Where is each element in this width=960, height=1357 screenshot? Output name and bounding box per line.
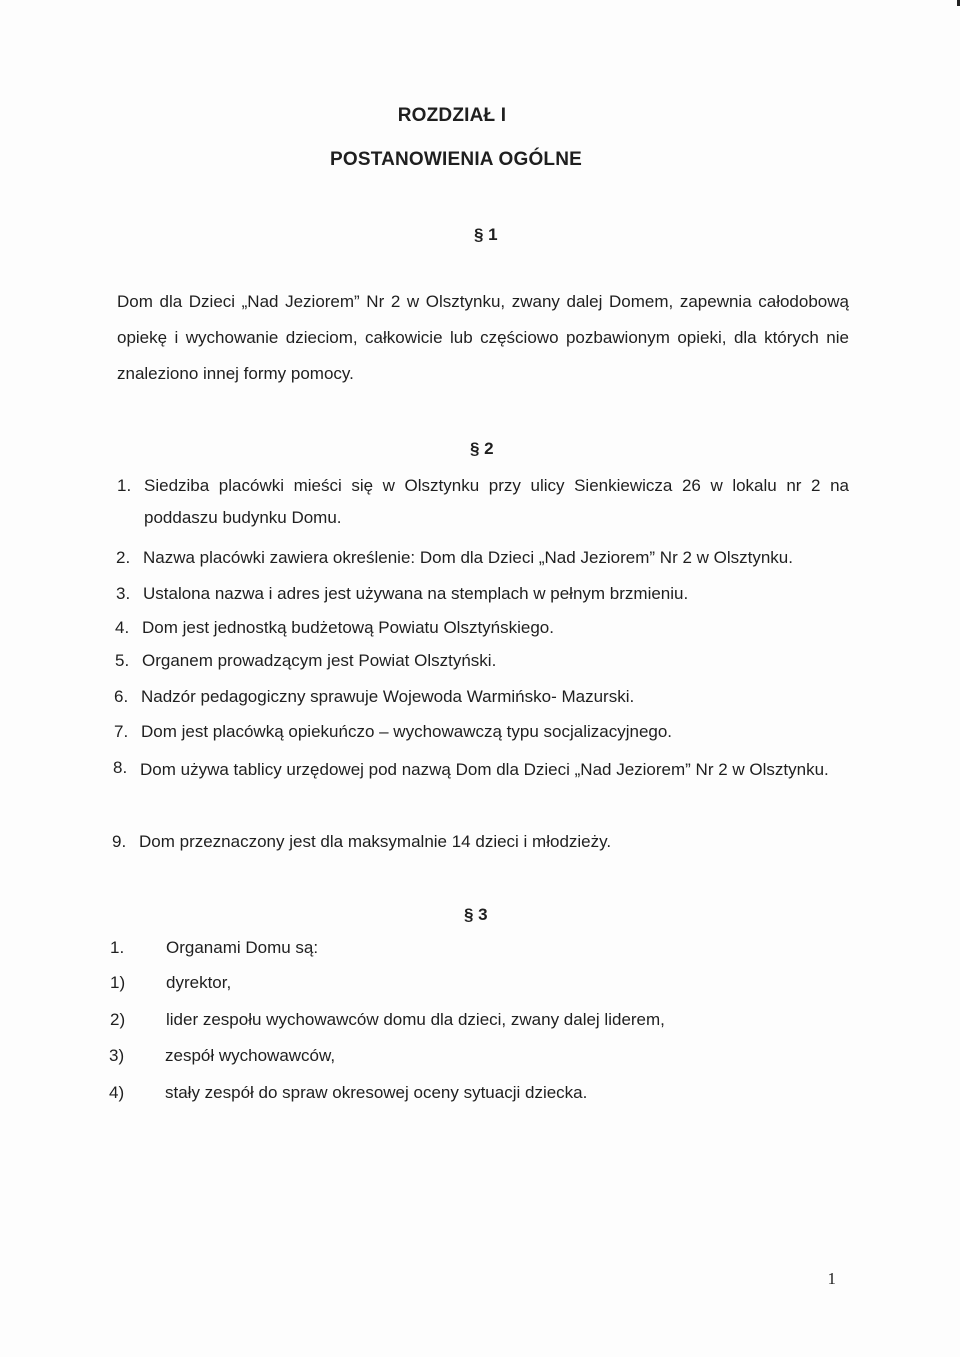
section-1-mark: § 1 [474, 225, 498, 244]
section-2-mark: § 2 [470, 439, 494, 458]
item-number: 8. [113, 758, 128, 777]
item-number: 3. [116, 584, 131, 603]
item-number: 7. [114, 722, 129, 741]
item-number: 1. [110, 938, 125, 957]
item-text: Nazwa placówki zawiera określenie: Dom dla Dzieci „Nad Jeziorem” Nr 2 w Olsztynku. [143, 548, 793, 567]
item-number: 4. [115, 618, 130, 637]
item-number: 2) [110, 1010, 126, 1029]
item-text: Nadzór pedagogiczny sprawuje Wojewoda Warmińsko- Mazurski. [141, 687, 635, 706]
section-1-paragraph: Dom dla Dzieci „Nad Jeziorem” Nr 2 w Olsztynku, zwany dalej Domem, zapewnia całodobową opiekę i wychowanie dzieciom, całkowicie lub częściowo pozbawionym opieki, dla których nie znaleziono innej formy pomocy. [117, 292, 849, 383]
page-number: 1 [827, 1269, 836, 1288]
section-2-item-1 [117, 470, 849, 534]
item-number: 9. [112, 832, 127, 851]
item-text: Organem prowadzącym jest Powiat Olsztyński. [142, 651, 497, 670]
item-text: zespół wychowawców, [165, 1046, 336, 1065]
item-text: lider zespołu wychowawców domu dla dzieci, zwany dalej liderem, [166, 1010, 665, 1029]
item-text: Dom używa tablicy urzędowej pod nazwą Dom dla Dzieci „Nad Jeziorem” Nr 2 w Olsztynku. [140, 760, 829, 779]
section-2-item-8 [113, 752, 845, 816]
chapter-subtitle: POSTANOWIENIA OGÓLNE [329, 149, 583, 170]
item-text: Dom przeznaczony jest dla maksymalnie 14 dzieci i młodzieży. [139, 832, 612, 851]
item-number: 1. [117, 476, 132, 495]
item-text: Siedziba placówki mieści się w Olsztynku przy ulicy Sienkiewicza 26 w lokalu nr 2 na poddaszu budynku Domu. [144, 476, 849, 527]
item-number: 3) [109, 1046, 125, 1065]
item-number: 1) [110, 973, 126, 992]
item-number: 5. [115, 651, 130, 670]
chapter-heading: ROZDZIAŁ I [397, 105, 507, 126]
item-number: 6. [114, 687, 129, 706]
item-text: Organami Domu są: [166, 938, 319, 957]
item-number: 4) [109, 1083, 125, 1102]
item-text: Dom jest jednostką budżetową Powiatu Olsztyńskiego. [142, 618, 554, 637]
item-number: 2. [116, 548, 131, 567]
item-text: stały zespół do spraw okresowej oceny sytuacji dziecka. [165, 1083, 588, 1102]
item-text: Ustalona nazwa i adres jest używana na stemplach w pełnym brzmieniu. [143, 584, 689, 603]
section-3-mark: § 3 [464, 905, 488, 924]
item-text: dyrektor, [166, 973, 232, 992]
item-text: Dom jest placówką opiekuńczo – wychowawczą typu socjalizacyjnego. [141, 722, 673, 741]
